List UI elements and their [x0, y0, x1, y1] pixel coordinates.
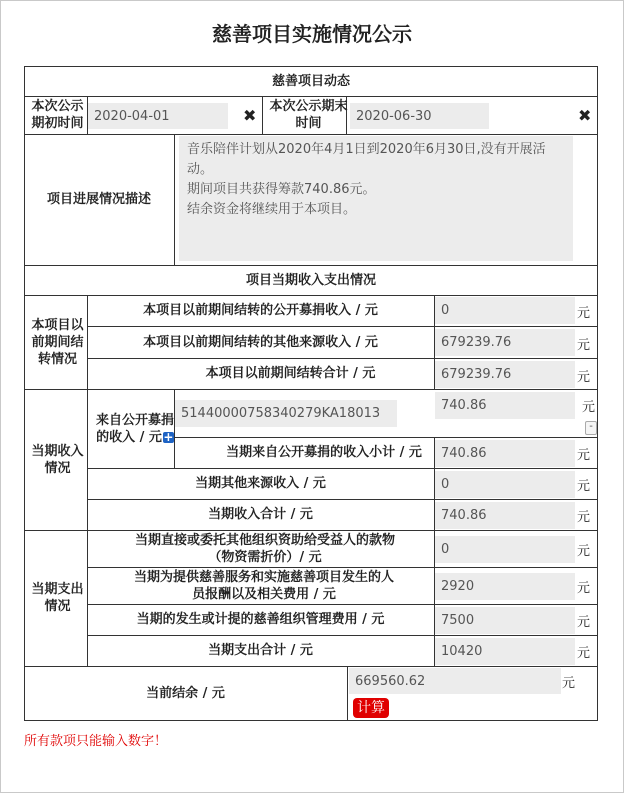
income-public-subtotal-label: 当期来自公开募捐的收入小计 / 元 [226, 445, 422, 460]
public-amount-input[interactable]: 740.86 [435, 392, 575, 419]
carryover-total-input[interactable]: 679239.76 [435, 361, 575, 388]
expense-direct-label: 当期直接或委托其他组织资助给受益人的款物（物资需折价）/ 元 [134, 532, 395, 565]
carryover-other-label: 本项目以前期间结转的其他来源收入 / 元 [143, 334, 378, 350]
unit-label: 元 [577, 615, 591, 630]
progress-line: 期间项目共获得筹款740.86元。 [187, 182, 376, 197]
expense-service-input[interactable]: 2920 [435, 573, 575, 600]
calculate-button[interactable]: 计算 [353, 698, 389, 718]
carryover-group-label: 本项目以前期间结转情况 [31, 317, 84, 367]
public-code-input[interactable]: 51440000758340279KA18013 [175, 400, 397, 427]
page-title: 慈善项目实施情况公示 [212, 22, 412, 46]
unit-label: 元 [577, 338, 591, 353]
progress-line: 音乐陪伴计划从2020年4月1日到2020年6月30日,没有开展活动。 [187, 142, 546, 177]
income-public-label [88, 390, 182, 468]
expense-total-input[interactable]: 10420 [435, 638, 575, 665]
expense-service-label: 当期为提供慈善服务和实施慈善项目发生的人员报酬以及相关费用 / 元 [134, 569, 395, 602]
unit-label: 元 [562, 676, 576, 691]
expense-direct-input[interactable]: 0 [435, 536, 575, 563]
unit-label: 元 [577, 448, 591, 463]
expense-total-label: 当期支出合计 / 元 [208, 643, 313, 658]
close-icon[interactable]: ✖ [243, 106, 257, 125]
unit-label: 元 [577, 544, 591, 559]
income-total-label: 当期收入合计 / 元 [208, 507, 313, 522]
unit-label: 元 [582, 400, 596, 415]
section-income-expense-heading: 项目当期收入支出情况 [245, 272, 376, 288]
period-end-input[interactable]: 2020-06-30 [350, 103, 489, 129]
carryover-public-input[interactable]: 0 [435, 297, 575, 324]
minus-icon[interactable]: - [585, 421, 597, 435]
income-public-label-text: 来自公开募捐的收入 / 元 [95, 413, 174, 445]
unit-label: 元 [577, 306, 591, 321]
section-dynamic-heading: 慈善项目动态 [271, 73, 350, 89]
balance-label: 当前结余 / 元 [146, 685, 225, 701]
progress-label: 项目进展情况描述 [46, 192, 151, 207]
numeric-input-note: 所有款项只能输入数字！ [24, 734, 168, 749]
period-end-label: 本次公示期末时间 [269, 99, 348, 131]
income-other-input[interactable]: 0 [435, 471, 575, 498]
income-total-input[interactable]: 740.86 [435, 502, 575, 529]
period-start-input[interactable]: 2020-04-01 [88, 103, 228, 129]
progress-textarea[interactable] [179, 136, 573, 261]
unit-label: 元 [577, 646, 591, 661]
unit-label: 元 [577, 479, 591, 494]
carryover-other-input[interactable]: 679239.76 [435, 329, 575, 356]
expense-admin-input[interactable]: 7500 [435, 607, 575, 634]
balance-input[interactable]: 669560.62 [349, 668, 561, 694]
close-icon[interactable]: ✖ [578, 106, 592, 125]
progress-line: 结余资金将继续用于本项目。 [187, 202, 357, 217]
income-other-label: 当期其他来源收入 / 元 [195, 476, 326, 491]
expense-admin-label: 当期的发生或计提的慈善组织管理费用 / 元 [136, 612, 385, 627]
expense-group-label: 当期支出情况 [31, 582, 84, 614]
unit-label: 元 [577, 370, 591, 385]
plus-icon[interactable]: + [163, 430, 174, 444]
unit-label: 元 [577, 581, 591, 596]
income-group-label: 当期收入情况 [31, 443, 84, 476]
carryover-total-label: 本项目以前期间结转合计 / 元 [205, 366, 376, 381]
unit-label: 元 [577, 510, 591, 525]
carryover-public-label: 本项目以前期间结转的公开募捐收入 / 元 [143, 303, 378, 318]
period-start-label: 本次公示期初时间 [31, 99, 84, 131]
income-public-subtotal-input[interactable]: 740.86 [435, 440, 575, 467]
